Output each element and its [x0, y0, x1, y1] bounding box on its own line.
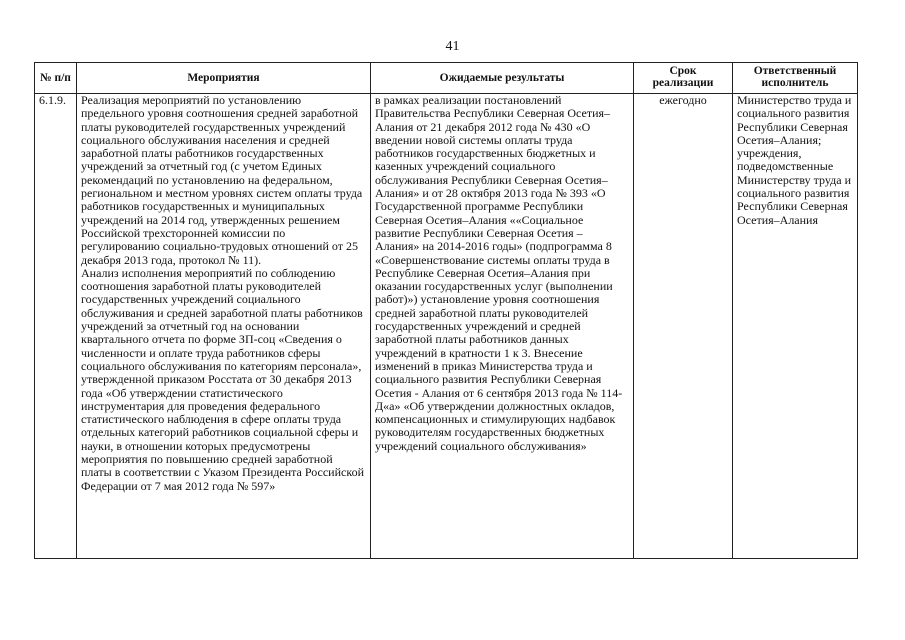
- page-number: 41: [445, 39, 460, 54]
- header-events: Мероприятия: [77, 63, 371, 94]
- row-executor: Министерство труда и социального развития Республики Северная Осетия–Алания; учреждения, подведомственные Министерству труда и социального развития Республики Северная Осетия–Алания: [733, 94, 858, 559]
- header-executor-line2: исполнитель: [761, 77, 829, 89]
- row-results: в рамках реализации постановлений Правительства Республики Северная Осетия–Алания от 21 декабря 2012 года № 430 «О введении новой системы оплаты труда работников государственных бюджетных и казенных учреждений социального обслуживания Республики Северная Осетия–Алания» и от 28 октября 2013 года № 393 «О Государственной программе Республики Северная Осетия–Алания ««Социальное развитие Республики Северная Осетия – Алания» на 2014-2016 годы» (подпрограмма 8 «Совершенствование системы оплаты труда в Республике Северная Осетия–Алания при оказании государственных услуг (выполнении работ)») установление уровня соотношения средней заработной платы руководителей государственных учреждений и средней заработной платы работников данных учреждений в кратности 1 к 3. Внесение изменений в приказ Министерства труда и социального развития Республики Северная Осетия - Алания от 6 сентября 2013 года № 114-Д«а» «Об утверждении должностных окладов, компенсационных и стимулирующих надбавок руководителям государственных бюджетных учреждений социального обслуживания»: [371, 94, 634, 559]
- row-number: 6.1.9.: [35, 94, 77, 559]
- table-row: [35, 94, 858, 559]
- table-header-row: [35, 63, 858, 94]
- header-number: № п/п: [35, 63, 77, 94]
- header-term: [634, 63, 733, 94]
- row-term: ежегодно: [634, 94, 733, 559]
- measures-table: [34, 62, 858, 559]
- header-term-line1: Срок: [669, 65, 697, 77]
- header-results: Ожидаемые результаты: [371, 63, 634, 94]
- event-paragraph-1: Реализация мероприятий по установлению предельного уровня соотношения средней заработной платы руководителей государственных учреждений социального обслуживания населения и средней заработной платы работников государственных учреждений за отчетный год (с учетом Единых рекомендаций по установлению на федеральном, региональном и местном уровнях систем оплаты труда работников государственных и муниципальных учреждений на 2014 год, утвержденных решением Российской трехсторонней комиссии по регулированию социально-трудовых отношений от 25 декабря 2013 года, протокол № 11).: [81, 93, 363, 267]
- header-executor-line1: Ответственный: [753, 65, 837, 77]
- header-executor: [733, 63, 858, 94]
- event-paragraph-2: Анализ исполнения мероприятий по соблюдению соотношения заработной платы руководителей государственных учреждений социального обслуживания и средней заработной платы работников учреждений за отчетный год на основании квартального отчета по форме ЗП-соц «Сведения о численности и оплате труда работников сферы социального обслуживания по категориям персонала», утвержденной приказом Росстата от 30 декабря 2013 года «Об утверждении статистического инструментария для проведения федерального статистического наблюдения в сфере оплаты труда отдельных категорий работников социальной сферы и науки, в отношении которых предусмотрены мероприятия по повышению средней заработной платы в соответствии с Указом Президента Российской Федерации от 7 мая 2012 года № 597»: [81, 265, 364, 493]
- header-term-line2: реализации: [652, 77, 714, 89]
- row-events: [77, 94, 371, 559]
